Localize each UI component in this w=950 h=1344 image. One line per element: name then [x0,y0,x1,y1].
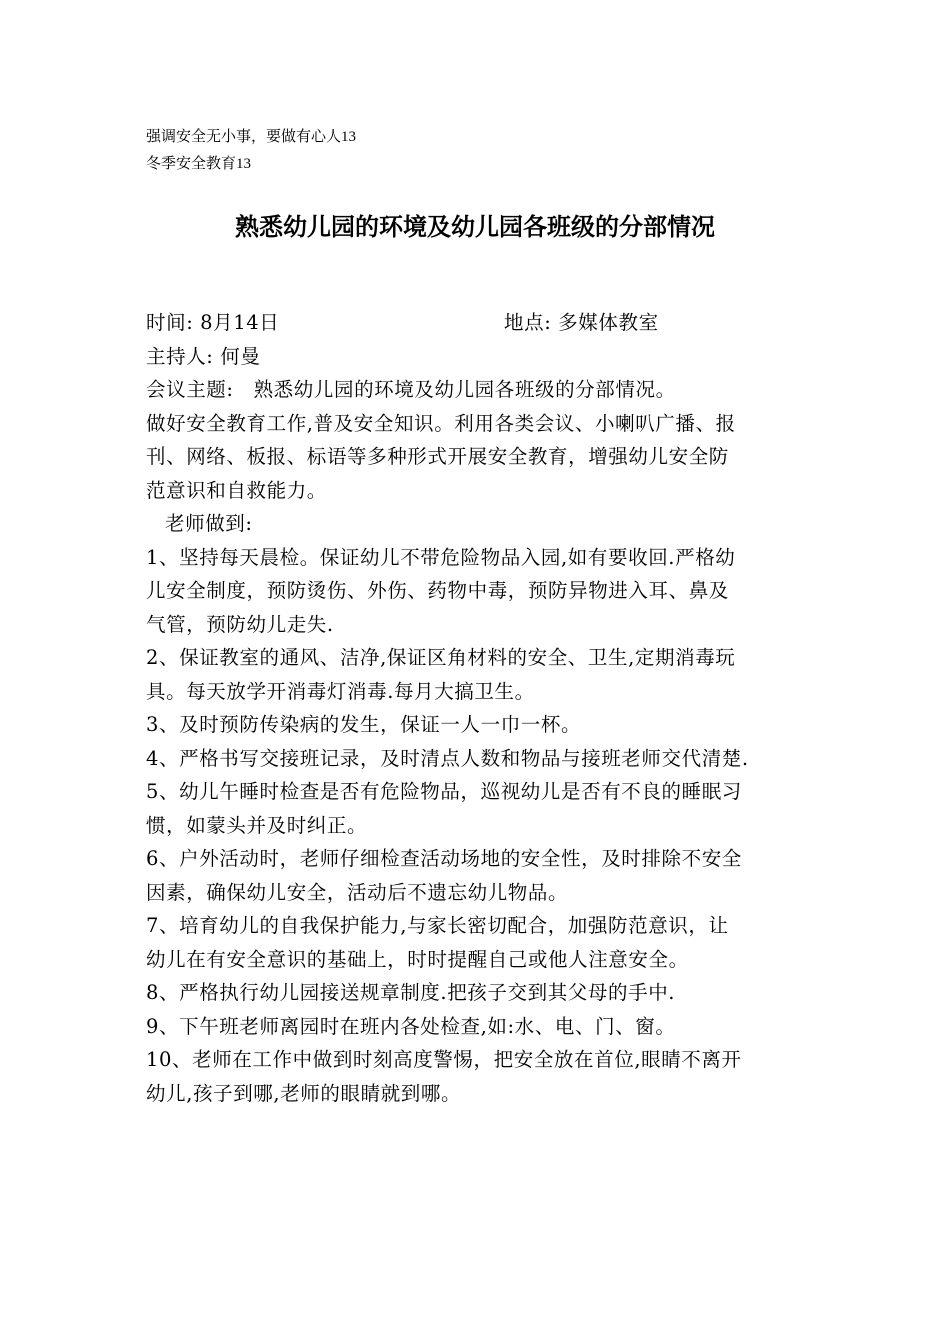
document-body [146,306,810,1110]
rule-item-4 [146,742,810,776]
toc-entry[interactable]: 强调安全无小事，要做有心人13 [146,129,357,145]
rule-item-5 [146,775,810,842]
table-of-contents [146,124,356,178]
meeting-time: 时间: 8月14日 [146,311,280,334]
rule-item-3 [146,708,810,742]
meeting-host: 主持人: 何曼 [146,344,261,368]
document-title: 熟悉幼儿园的环境及幼儿园各班级的分部情况 [235,213,715,241]
rule-list [146,541,810,1111]
rule-line: 3、及时预防传染病的发生，保证一人一巾一杯。 [146,713,582,736]
rule-item-7 [146,909,810,976]
rule-line: 10、老师在工作中做到时刻高度警惕，把安全放在首位,眼睛不离开 [146,1048,742,1071]
rule-item-1 [146,541,810,642]
intro-line: 范意识和自救能力。 [146,478,327,502]
rule-line: 因素，确保幼儿安全，活动后不遗忘幼儿物品。 [146,880,569,904]
meeting-topic [146,373,810,407]
rule-line: 幼儿在有安全意识的基础上，时时提醒自己或他人注意安全。 [146,947,689,971]
rule-line: 气管，预防幼儿走失. [146,612,334,636]
teacher-heading: 老师做到: [165,512,253,535]
rule-item-2 [146,641,810,708]
rule-line: 1、坚持每天晨检。保证幼儿不带危险物品入园,如有要收回.严格幼 [146,545,736,569]
meeting-topic-value: 熟悉幼儿园的环境及幼儿园各班级的分部情况。 [253,378,676,401]
meeting-topic-label: 会议主题: [146,378,234,401]
rule-line: 幼儿,孩子到哪,老师的眼睛就到哪。 [146,1081,462,1105]
rule-line: 5、幼儿午睡时检查是否有危险物品，巡视幼儿是否有不良的睡眠习 [146,780,742,803]
rule-line: 8、严格执行幼儿园接送规章制度.把孩子交到其父母的手中. [146,981,676,1004]
rule-line: 惯，如蒙头并及时纠正。 [146,813,368,837]
rule-line: 6、户外活动时，老师仔细检查活动场地的安全性，及时排除不安全 [146,847,742,870]
rule-line: 2、保证教室的通风、洁净,保证区角材料的安全、卫生,定期消毒玩 [146,646,736,669]
rule-item-10 [146,1043,810,1110]
toc-entry[interactable]: 冬季安全教育13 [146,156,252,172]
rule-line: 4、严格书写交接班记录，及时清点人数和物品与接班老师交代清楚. [146,746,749,770]
rule-item-9 [146,1010,810,1044]
rule-line: 9、下午班老师离园时在班内各处检查,如:水、电、门、窗。 [146,1014,676,1038]
rule-item-6 [146,842,810,909]
intro-line: 做好安全教育工作,普及安全知识。利用各类会议、小喇叭广播、报 [146,411,736,435]
meeting-place: 地点: 多媒体教室 [504,311,659,334]
intro-line: 刊、网络、板报、标语等多种形式开展安全教育，增强幼儿安全防 [146,445,729,468]
rule-item-8 [146,976,810,1010]
rule-line: 7、培育幼儿的自我保护能力,与家长密切配合，加强防范意识，让 [146,914,729,937]
rule-line: 具。每天放学开消毒灯消毒.每月大搞卫生。 [146,679,535,703]
rule-line: 儿安全制度，预防烫伤、外伤、药物中毒，预防异物进入耳、鼻及 [146,579,729,602]
meta-row [146,306,810,340]
intro-paragraph [146,407,810,508]
